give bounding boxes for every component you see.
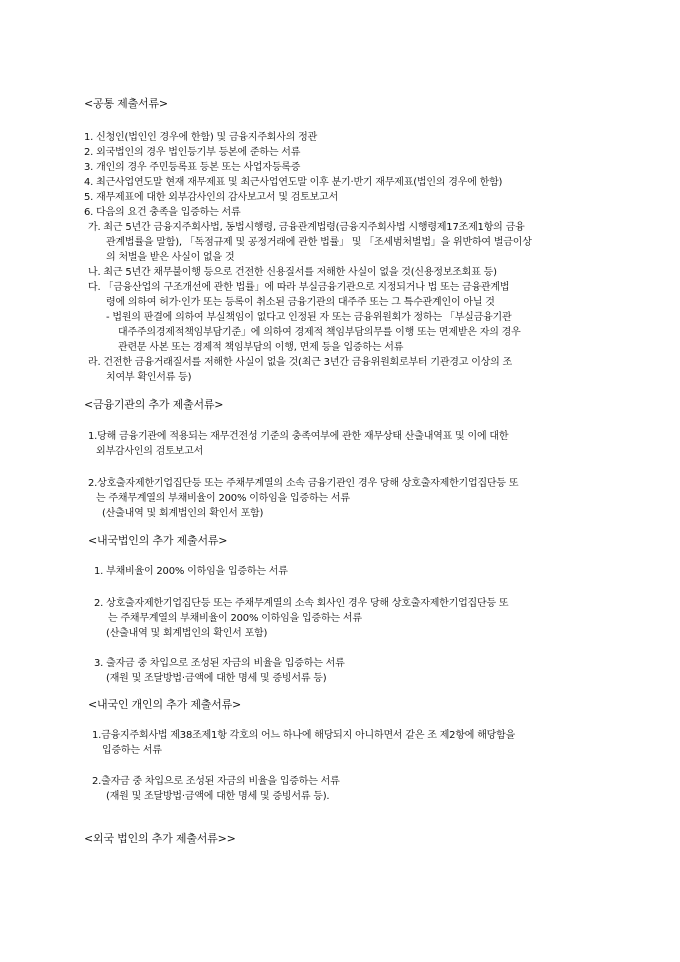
list-item-cont: 는 주채무계열의 부채비율이 200% 이하임을 입증하는 서류 <box>108 613 362 624</box>
sub-item-da: 다. 「금융산업의 구조개선에 관한 법률」에 따라 부실금융기관으로 지정되거나 법 또는 금융관계법 <box>88 282 510 293</box>
list-item-cont: 외부감사인의 검토보고서 <box>96 446 204 457</box>
list-item: 1. 신청인(법인인 경우에 한함) 및 금융지주회사의 정관 <box>84 132 318 143</box>
list-item: 3. 출자금 중 차입으로 조성된 자금의 비율을 입증하는 서류 <box>94 658 345 669</box>
sub-item-ga: 가. 최근 5년간 금융지주회사법, 동법시행령, 금융관계법령(금융지주회사법 시행령제17조제1항의 금융 <box>88 222 525 233</box>
list-item-cont: (재원 및 조달방법·금액에 대한 명세 및 증빙서류 등) <box>106 673 327 684</box>
dash-item-cont: 대주주의경제적책임부담기준」에 의하여 경제적 책임부담의무를 이행 또는 면제받은 자의 경우 <box>118 327 521 338</box>
list-item-cont: (재원 및 조달방법·금액에 대한 명세 및 증빙서류 등). <box>106 791 330 802</box>
sub-item-ga-cont: 의 처벌을 받은 사실이 없을 것 <box>106 252 235 263</box>
dash-item: - 법원의 판결에 의하여 부실책임이 없다고 인정된 자 또는 금융위원회가 정하는 「부실금융기관 <box>106 312 512 323</box>
sub-item-ra-cont: 치여부 확인서류 등) <box>106 372 192 383</box>
list-item: 2. 상호출자제한기업집단등 또는 주채무계열의 소속 회사인 경우 당해 상호출자제한기업집단등 또 <box>94 598 509 609</box>
list-item: 5. 재무제표에 대한 외부감사인의 감사보고서 및 검토보고서 <box>84 192 339 203</box>
list-item: 2.출자금 중 차입으로 조성된 자금의 비율을 입증하는 서류 <box>92 776 340 787</box>
sub-item-ra: 라. 건전한 금융거래질서를 저해한 사실이 없을 것(최근 3년간 금융위원회로부터 기관경고 이상의 조 <box>88 357 513 368</box>
list-item: 1.금융지주회사법 제38조제1항 각호의 어느 하나에 해당되지 아니하면서 같은 조 제2항에 해당함을 <box>92 730 516 741</box>
section-heading-foreign-corp: <외국 법인의 추가 제출서류>> <box>84 832 236 845</box>
section-heading-domestic-corp: <내국법인의 추가 제출서류> <box>88 534 228 547</box>
sub-item-ga-cont: 관계법률을 말함), 「독점규제 및 공정거래에 관한 법률」 및 「조세범처벌법」을 위반하여 벌금이상 <box>106 237 532 248</box>
section-heading-financial: <금융기관의 추가 제출서류> <box>84 398 224 411</box>
section-heading-common: <공통 제출서류> <box>84 97 168 110</box>
list-item: 3. 개인의 경우 주민등록표 등본 또는 사업자등록증 <box>84 162 301 173</box>
list-item-cont: 입증하는 서류 <box>102 745 162 756</box>
list-item-cont: (산출내역 및 회계법인의 확인서 포함) <box>106 628 268 639</box>
list-item: 4. 최근사업연도말 현재 재무제표 및 최근사업연도말 이후 분기·반기 재무제표(법인의 경우에 한함) <box>84 177 503 188</box>
list-item: 2. 외국법인의 경우 법인등기부 등본에 준하는 서류 <box>84 147 301 158</box>
sub-item-da-cont: 령에 의하여 허가·인가 또는 등록이 취소된 금융기관의 대주주 또는 그 특수관계인이 아닐 것 <box>106 297 495 308</box>
sub-item-na: 나. 최근 5년간 채무불이행 등으로 건전한 신용질서를 저해한 사실이 없을 것(신용정보조회표 등) <box>88 267 497 278</box>
list-item: 6. 다음의 요건 충족을 입증하는 서류 <box>84 207 241 218</box>
dash-item-cont: 관련문 사본 또는 경제적 책임부담의 이행, 면제 등을 입증하는 서류 <box>118 342 404 353</box>
list-item-cont: (산출내역 및 회계법인의 확인서 포함) <box>102 508 264 519</box>
list-item: 1.당해 금융기관에 적용되는 재무건전성 기준의 충족여부에 관한 재무상태 산출내역표 및 이에 대한 <box>88 431 509 442</box>
list-item: 2.상호출자제한기업집단등 또는 주채무계열의 소속 금융기관인 경우 당해 상호출자제한기업집단등 또 <box>88 478 519 489</box>
list-item-cont: 는 주채무계열의 부채비율이 200% 이하임을 입증하는 서류 <box>96 493 350 504</box>
section-heading-domestic-individual: <내국인 개인의 추가 제출서류> <box>88 698 242 711</box>
list-item: 1. 부채비율이 200% 이하임을 입증하는 서류 <box>94 566 288 577</box>
